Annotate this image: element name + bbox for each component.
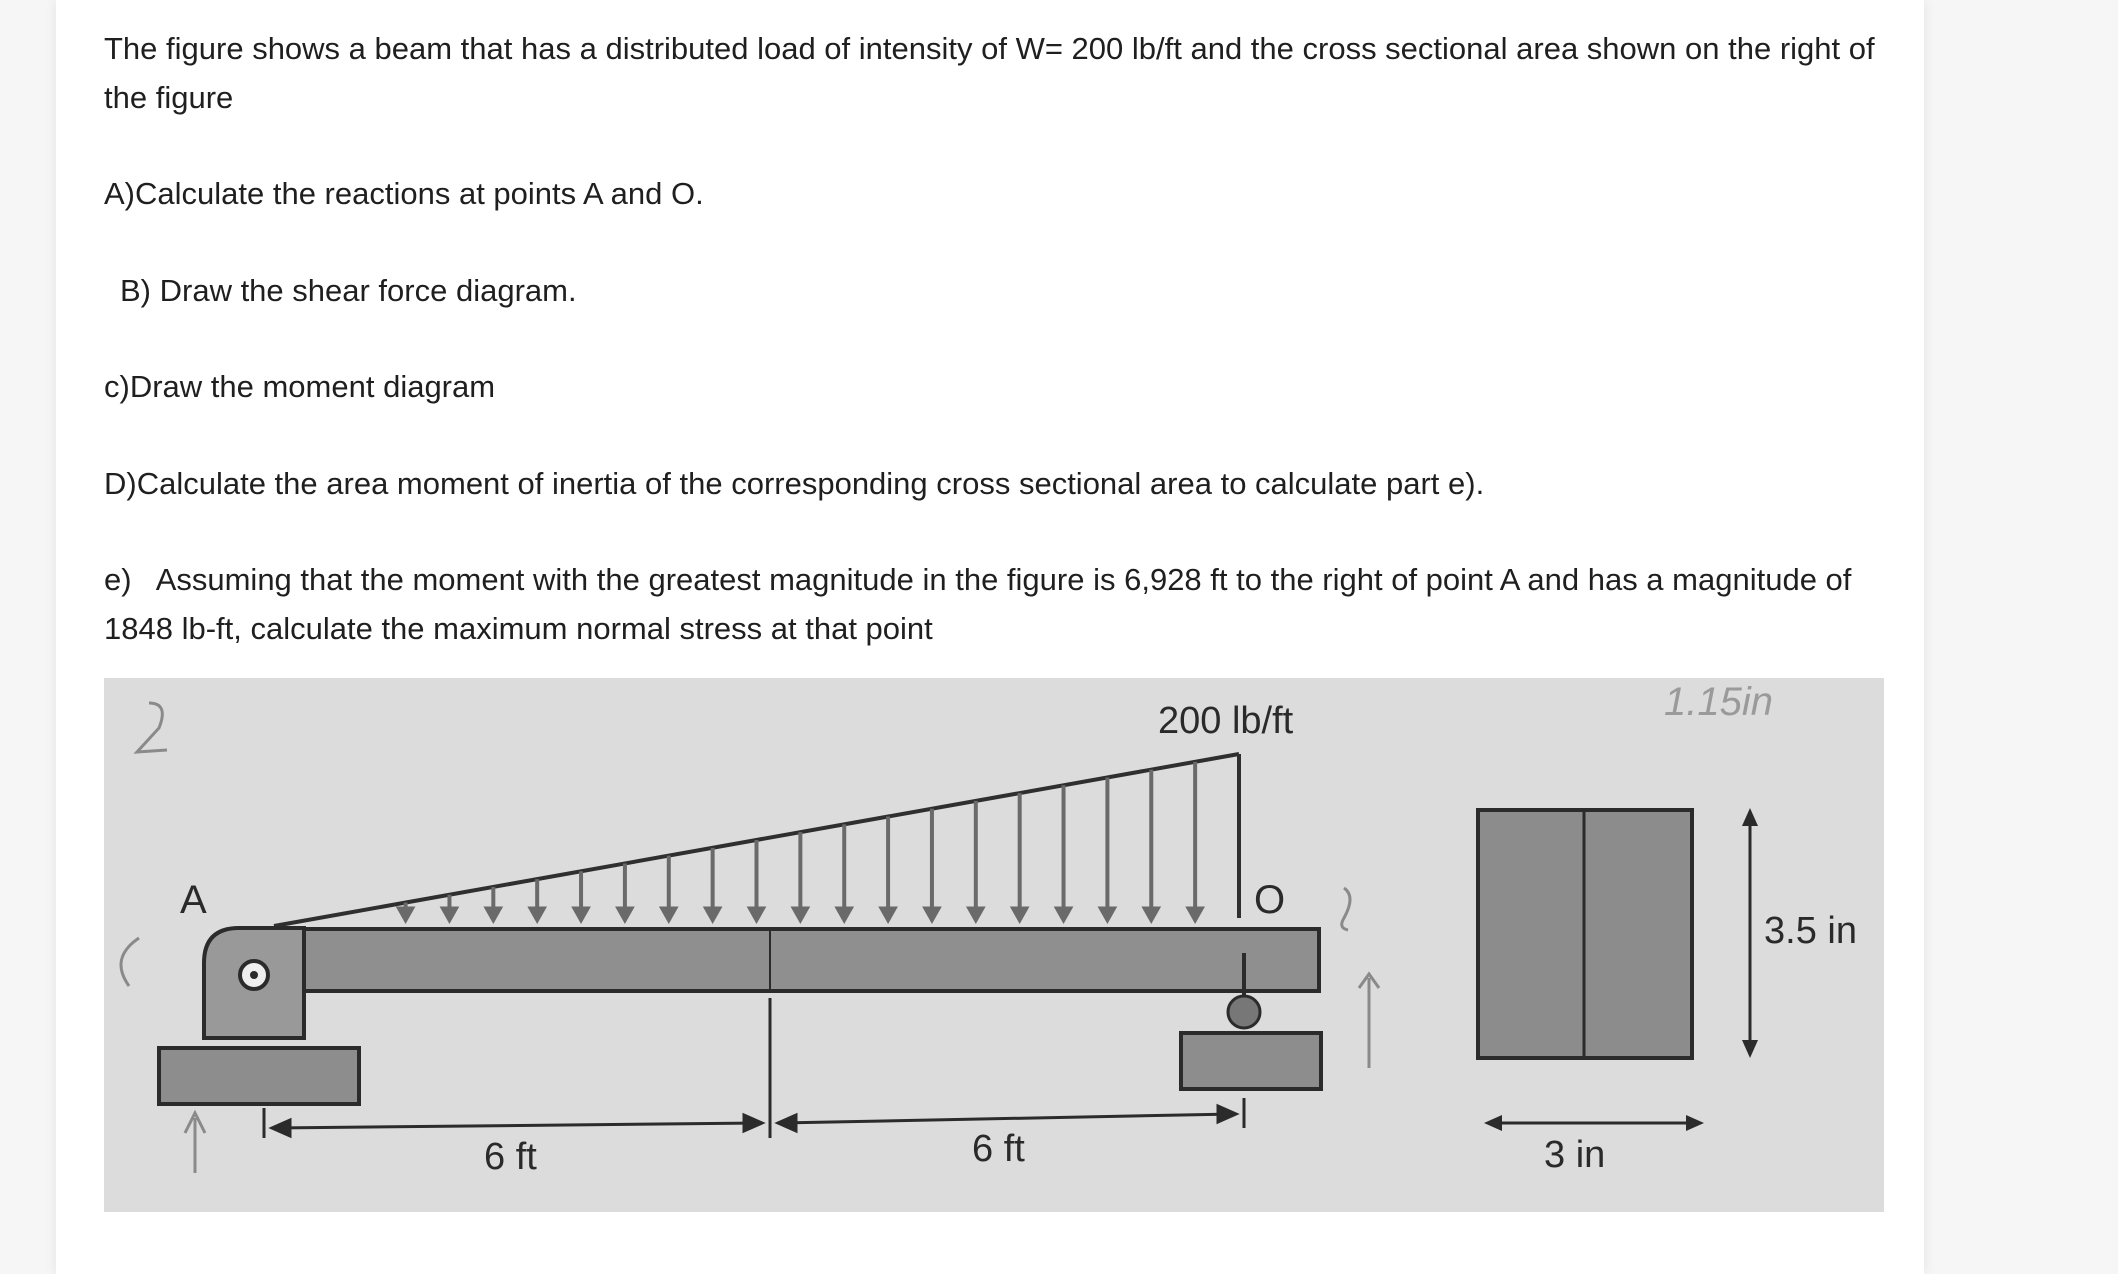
span-right-label: 6 ft bbox=[972, 1128, 1025, 1170]
roller-icon bbox=[1228, 996, 1260, 1028]
span-left-label: 6 ft bbox=[484, 1136, 537, 1178]
point-a-label: A bbox=[180, 878, 207, 922]
question-intro: The figure shows a beam that has a distributed load of intensity of W= 200 lb/ft and the cross sectional area shown on the right of the figure bbox=[104, 31, 1884, 115]
load-label: 200 lb/ft bbox=[1158, 700, 1294, 742]
part-e-text: e) Assuming that the moment with the greatest magnitude in the figure is 6,928 ft to the right of point A and has a magnitude of 1848 lb-ft, calculate the maximum normal stress at that point bbox=[104, 562, 1861, 646]
part-b-text: B) Draw the shear force diagram. bbox=[120, 273, 577, 308]
part-a-text: A)Calculate the reactions at points A and O. bbox=[104, 176, 704, 211]
point-o-label: O bbox=[1254, 878, 1286, 922]
section-width-label: 3 in bbox=[1544, 1134, 1606, 1176]
handwritten-note: 1.15in bbox=[1664, 680, 1773, 724]
section-height-label: 3.5 in bbox=[1764, 910, 1857, 952]
beam bbox=[249, 929, 1319, 991]
beam-figure bbox=[104, 678, 1884, 1212]
part-c-text: c)Draw the moment diagram bbox=[104, 369, 496, 404]
part-d-text: D)Calculate the area moment of inertia of the corresponding cross sectional area to calculate part e). bbox=[104, 466, 1485, 501]
